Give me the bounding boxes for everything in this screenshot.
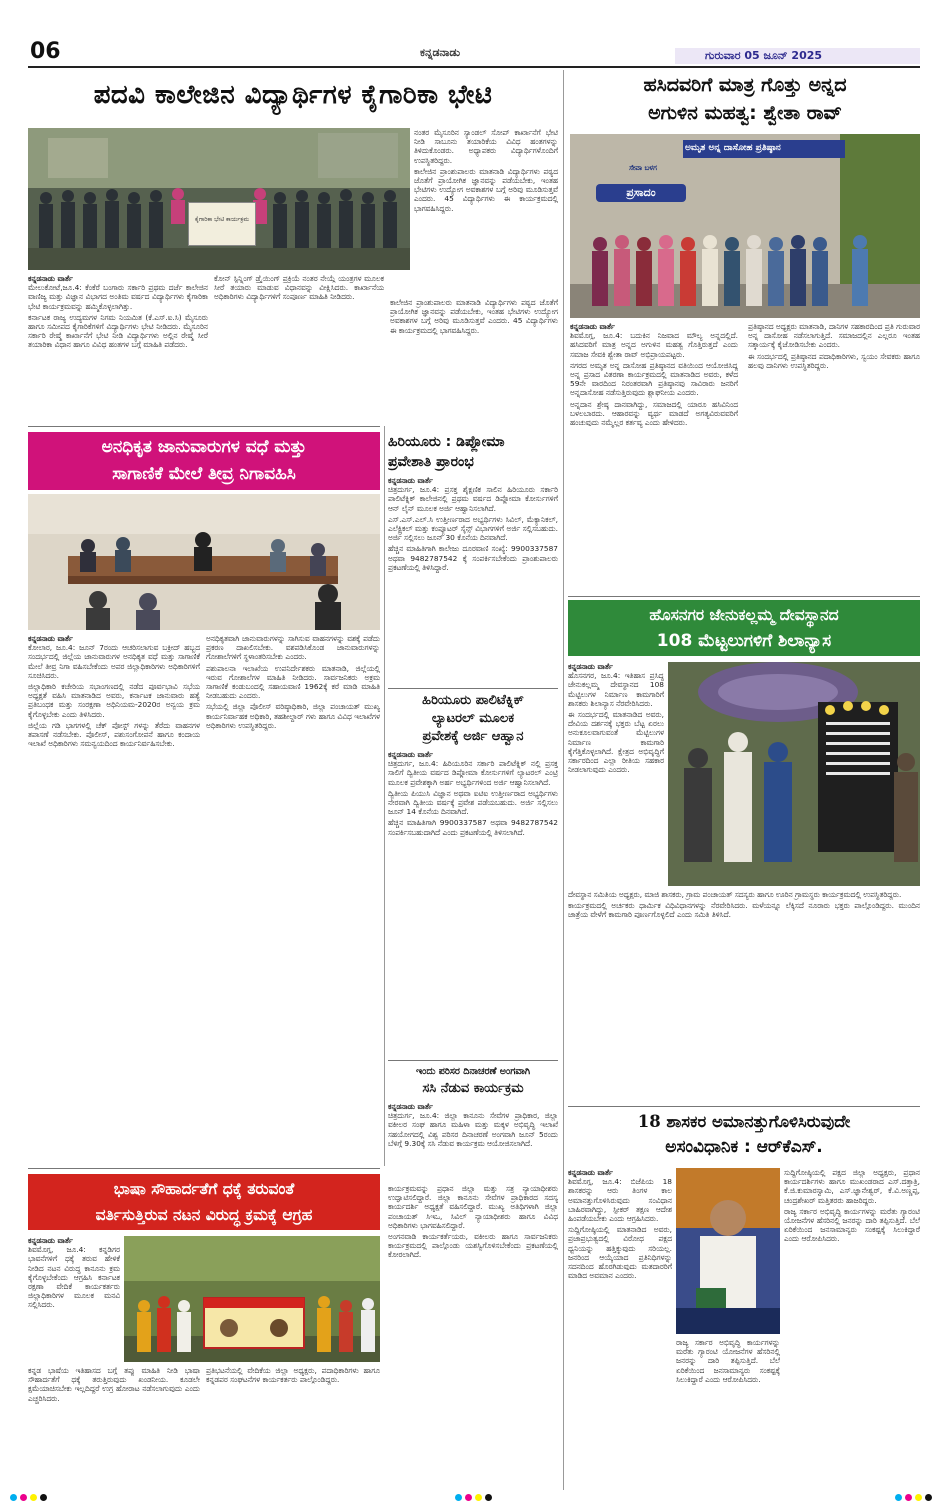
temple-top-rule <box>568 596 920 597</box>
polytechnic-body <box>388 750 558 1050</box>
headline-hunger-1: ಹಸಿದವರಿಗೆ ಮಾತ್ರ ಗೊತ್ತು ಅನ್ನದ <box>643 74 847 96</box>
anganwadi-p3: ಅಂಗನವಾಡಿ ಕಾರ್ಯಕರ್ತೆಯರು, ವಕೀಲರು ಹಾಗೂ ಸಾರ್ವಜನಿಕರು ಕಾರ್ಯಕ್ರಮದಲ್ಲಿ ಪಾಲ್ಗೊಂಡು ಯಶಸ್ವಿಗೊಳಿಸಬೇಕೆಂದು ಪ್ರಕಟಣೆಯಲ್ಲಿ ಕೋರಲಾಗಿದೆ. <box>388 1232 558 1260</box>
industry-photo-svg <box>28 128 410 270</box>
animals-meeting-photo <box>28 494 380 630</box>
anganwadi-dateline: ಕನ್ನಡನಾಡು ವಾರ್ತೆ <box>388 1102 433 1111</box>
headline-temple-1: ಹೊಸನಗರ ಜೇನುಕಲ್ಲಮ್ಮ ದೇವಸ್ಥಾನದ <box>649 606 839 624</box>
polytechnic-dateline: ಕನ್ನಡನಾಡು ವಾರ್ತೆ <box>388 750 433 759</box>
anna-sign-small: ಸೇವಾ ಬಳಗ <box>629 164 657 172</box>
hunger-p1: ಶಿವಮೊಗ್ಗ, ಜೂ.4: ಬದುಕಿನ ನಿಜವಾದ ಮೌಲ್ಯ ಅನ್ನದಲ್ಲಿದೆ. ಹಸಿದವರಿಗೆ ಮಾತ್ರ ಅನ್ನದ ಅಗುಳಿನ ಮಹತ್ವ ಗೊತ್ತಿರುತ್ತದೆ ಎಂದು ಸಮಾಜ ಸೇವಕಿ ಶ್ವೇತಾ ರಾವ್ ಅಭಿಪ್ರಾಯಪಟ್ಟರು. <box>570 331 738 359</box>
language-protest-photo <box>124 1236 380 1362</box>
temple-foundation-photo <box>668 662 920 886</box>
industry-banner-text: ಕೈಗಾರಿಕಾ ಭೇಟಿ ಕಾರ್ಯಕ್ರಮ <box>194 216 250 223</box>
cmyk-dot <box>895 1494 902 1501</box>
rss-col-3 <box>784 1168 920 1486</box>
polytechnic-p1: ಚಿತ್ರದುರ್ಗ, ಜೂ.4: ಹಿರಿಯೂರಿನ ಸರ್ಕಾರಿ ಪಾಲಿಟೆಕ್ನಿಕ್ ನಲ್ಲಿ ಪ್ರಸಕ್ತ ಸಾಲಿಗೆ ದ್ವಿತೀಯ ವರ್ಷದ ಡಿಪ್ಲೋಮಾ ಕೋರ್ಸುಗಳಿಗೆ ಲ್ಯಾಟರಲ್ ಎಂಟ್ರಿ ಮೂಲಕ ಪ್ರವೇಶಕ್ಕಾಗಿ ಅರ್ಹ ಅಭ್ಯರ್ಥಿಗಳಿಂದ ಅರ್ಜಿ ಆಹ್ವಾನಿಸಲಾಗಿದೆ. <box>388 759 558 787</box>
anganwadi-top-rule <box>388 1060 558 1061</box>
headline-anganwadi-1: ಇಂದು ಪರಿಸರ ದಿನಾಚರಣೆ ಅಂಗವಾಗಿ <box>415 1066 531 1077</box>
temple-photo-svg <box>668 662 920 886</box>
polytechnic-p3: ಹೆಚ್ಚಿನ ಮಾಹಿತಿಗಾಗಿ 9900337587 ಅಥವಾ 9482787542 ಸಂಪರ್ಕಿಸಬಹುದಾಗಿದೆ ಎಂದು ಪ್ರಕಟಣೆಯಲ್ಲಿ ತಿಳಿಸಲಾಗಿದೆ. <box>388 818 558 837</box>
industry-p4: ನಂತರ ಮೈಸೂರಿನ ಸ್ಯಾಂಡಲ್ ಸೋಪ್ ಕಾರ್ಖಾನೆಗೆ ಭೇಟಿ ನೀಡಿ ಸಾಬೂನು ತಯಾರಿಕೆಯ ವಿವಿಧ ಹಂತಗಳನ್ನು ತಿಳಿದುಕೊಂಡರು. ಅಧ್ಯಾಪಕರು ವಿದ್ಯಾರ್ಥಿಗಳೊಂದಿಗೆ ಉಪಸ್ಥಿತರಿದ್ದರು. <box>414 128 558 165</box>
header-rule <box>28 66 920 68</box>
industry-col-3 <box>390 298 558 422</box>
cmyk-dot <box>30 1494 37 1501</box>
page-number: 06 <box>30 39 61 64</box>
cmyk-dot <box>40 1494 47 1501</box>
cmyk-dot <box>10 1494 17 1501</box>
protest-photo-svg <box>124 1236 380 1362</box>
cmyk-dot <box>925 1494 932 1501</box>
animals-p4: ಅನಧಿಕೃತವಾಗಿ ಜಾನುವಾರುಗಳನ್ನು ಸಾಗಿಸುವ ವಾಹನಗಳನ್ನು ವಶಕ್ಕೆ ಪಡೆದು ಪ್ರಕರಣ ದಾಖಲಿಸಬೇಕು. ವಶಪಡಿಸಿಕೊಂಡ ಜಾನುವಾರುಗಳನ್ನು ಗೋಶಾಲೆಗಳಿಗೆ ಸ್ಥಳಾಂತರಿಸಬೇಕು ಎಂದರು. <box>206 634 380 662</box>
hunger-p4: ಪ್ರತಿಷ್ಠಾನದ ಅಧ್ಯಕ್ಷರು ಮಾತನಾಡಿ, ದಾನಿಗಳ ಸಹಕಾರದಿಂದ ಪ್ರತಿ ಗುರುವಾರ ಅನ್ನ ದಾಸೋಹ ನಡೆಸಲಾಗುತ್ತಿದೆ. ಸಮಾಜದಲ್ಲಿನ ಎಲ್ಲರೂ ಇಂತಹ ಸತ್ಕಾರ್ಯಕ್ಕೆ ಕೈಜೋಡಿಸಬೇಕು ಎಂದರು. <box>748 322 920 350</box>
language-col-1 <box>28 1236 120 1362</box>
polytechnic-p2: ದ್ವಿತೀಯ ಪಿಯುಸಿ ವಿಜ್ಞಾನ ಅಥವಾ ಐಟಿಐ ಉತ್ತೀರ್ಣರಾದ ಅಭ್ಯರ್ಥಿಗಳು ನೇರವಾಗಿ ದ್ವಿತೀಯ ವರ್ಷಕ್ಕೆ ಪ್ರವೇಶ ಪಡೆಯಬಹುದು. ಅರ್ಜಿ ಸಲ್ಲಿಸಲು ಜೂನ್ 14 ಕೊನೆಯ ದಿನವಾಗಿದೆ. <box>388 788 558 817</box>
industry-p3: ಕೋನ್ ಸ್ಪಿನ್ನಿಂಗ್ ಡ್ರೈಯಿಂಗ್ ಪ್ರಕ್ರಿಯೆ ನಂತರ ನೇಯ್ಗೆ ಯಂತ್ರಗಳ ಮೂಲಕ ಸೀರೆ ತಯಾರು ಮಾಡುವ ವಿಧಾನವನ್ನು ವೀಕ್ಷಿಸಿದರು. ಕಾರ್ಖಾನೆಯ ಅಧಿಕಾರಿಗಳು ವಿದ್ಯಾರ್ಥಿಗಳಿಗೆ ಸಂಪೂರ್ಣ ಮಾಹಿತಿ ನೀಡಿದರು. <box>214 274 384 302</box>
polytechnic-top-rule <box>388 688 558 689</box>
headline-industry-visit: ಪದವಿ ಕಾಲೇಜಿನ ವಿದ್ಯಾರ್ಥಿಗಳ ಕೈಗಾರಿಕಾ ಭೇಟಿ <box>93 80 493 110</box>
temple-col-2 <box>568 890 920 1100</box>
anna-dasoha-photo <box>570 134 920 318</box>
rss-press-photo <box>676 1168 780 1334</box>
page-header <box>0 0 945 64</box>
cmyk-dot <box>485 1494 492 1501</box>
hunger-dateline: ಕನ್ನಡನಾಡು ವಾರ್ತೆ <box>570 322 615 331</box>
industry-group-photo <box>28 128 410 270</box>
cmyk-dot <box>465 1494 472 1501</box>
industry-p1: ಮೇಲುಕೋಟೆ,ಜೂ.4: ಕೆಂಕೆರೆ ಬಂಗಾರು ಸರ್ಕಾರಿ ಪ್ರಥಮ ದರ್ಜೆ ಕಾಲೇಜಿನ ವಾಣಿಜ್ಯ ಮತ್ತು ವಿಜ್ಞಾನ ವಿಭಾಗದ ಅಂತಿಮ ವರ್ಷದ ವಿದ್ಯಾರ್ಥಿಗಳು ಕೈಗಾರಿಕಾ ಭೇಟಿ ಕಾರ್ಯಕ್ರಮವನ್ನು ಹಮ್ಮಿಕೊಳ್ಳಲಾಗಿತ್ತು. <box>28 283 208 311</box>
hunger-col-2 <box>748 322 920 582</box>
cmyk-dot <box>455 1494 462 1501</box>
language-col-3 <box>206 1366 380 1486</box>
temple-p2: ಈ ಸಂದರ್ಭದಲ್ಲಿ ಮಾತನಾಡಿದ ಅವರು, ದೇವಿಯ ದರ್ಶನಕ್ಕೆ ಭಕ್ತರು ಬೆಟ್ಟ ಏರಲು ಅನುಕೂಲವಾಗುವಂತೆ ಮೆಟ್ಟಿಲುಗಳ ನಿರ್ಮಾಣ ಕಾಮಗಾರಿ ಕೈಗೆತ್ತಿಕೊಳ್ಳಲಾಗಿದೆ. ಕ್ಷೇತ್ರದ ಅಭಿವೃದ್ಧಿಗೆ ಸರ್ಕಾರದಿಂದ ಎಲ್ಲಾ ರೀತಿಯ ಸಹಕಾರ ನೀಡಲಾಗುವುದು ಎಂದರು. <box>568 710 664 775</box>
language-top-rule <box>28 1168 380 1169</box>
rss-p2: ಸುದ್ದಿಗೋಷ್ಠಿಯಲ್ಲಿ ಮಾತನಾಡಿದ ಅವರು, ಪ್ರಜಾಪ್ರಭುತ್ವದಲ್ಲಿ ವಿರೋಧ ಪಕ್ಷದ ಧ್ವನಿಯನ್ನು ಹತ್ತಿಕ್ಕುವುದು ಸರಿಯಲ್ಲ. ಜನರಿಂದ ಆಯ್ಕೆಯಾದ ಪ್ರತಿನಿಧಿಗಳನ್ನು ಸದನದಿಂದ ಹೊರಗಿಡುವುದು ಮತದಾರರಿಗೆ ಮಾಡಿದ ಅವಮಾನ ಎಂದರು. <box>568 1225 672 1281</box>
masthead-logo: ಕನ್ನಡನಾಡು <box>420 46 461 59</box>
right-column-divider <box>563 70 564 1490</box>
anganwadi-col-1 <box>388 1102 558 1182</box>
hunger-col-1 <box>570 322 738 582</box>
diploma-dateline: ಕನ್ನಡನಾಡು ವಾರ್ತೆ <box>388 476 433 485</box>
date-text: ಗುರುವಾರ 05 ಜೂನ್ 2025 <box>705 49 823 62</box>
headline-temple-2: 108 ಮೆಟ್ಟಲುಗಳಿಗೆ ಶಿಲಾನ್ಯಾಸ <box>656 631 832 651</box>
industry-banner <box>188 202 256 246</box>
prasada-board-text: ಪ್ರಸಾದಂ <box>626 186 656 199</box>
anna-sign-title: ಅಮೃತ ಅನ್ನ ದಾಸೋಹ ಪ್ರತಿಷ್ಠಾನ <box>685 143 781 153</box>
headline-animals-2: ಸಾಗಾಣಿಕೆ ಮೇಲೆ ತೀವ್ರ ನಿಗಾವಹಿಸಿ <box>112 464 296 484</box>
animals-p5: ಪಶುಪಾಲನಾ ಇಲಾಖೆಯ ಉಪನಿರ್ದೇಶಕರು ಮಾತನಾಡಿ, ಜಿಲ್ಲೆಯಲ್ಲಿ ಇರುವ ಗೋಶಾಲೆಗಳ ಮಾಹಿತಿ ನೀಡಿದರು. ಸಾರ್ವಜನಿಕರು ಅಕ್ರಮ ಸಾಗಾಣಿಕೆ ಕಂಡುಬಂದಲ್ಲಿ ಸಹಾಯವಾಣಿ 1962ಕ್ಕೆ ಕರೆ ಮಾಡಿ ಮಾಹಿತಿ ನೀಡಬಹುದು ಎಂದರು. <box>206 663 380 701</box>
headline-polytechnic-3: ಪ್ರವೇಶಕ್ಕೆ ಅರ್ಜಿ ಆಹ್ವಾನ <box>422 729 524 744</box>
rss-col-1 <box>568 1168 672 1486</box>
language-p2: ಕನ್ನಡ ಭಾಷೆಯ ಇತಿಹಾಸದ ಬಗ್ಗೆ ತಪ್ಪು ಮಾಹಿತಿ ನೀಡಿ ಭಾಷಾ ಸೌಹಾರ್ದತೆಗೆ ಧಕ್ಕೆ ತರುತ್ತಿರುವುದು ಖಂಡನೀಯ. ಕೂಡಲೇ ಕ್ಷಮೆಯಾಚಿಸಬೇಕು ಇಲ್ಲದಿದ್ದರೆ ಉಗ್ರ ಹೋರಾಟ ನಡೆಸಲಾಗುವುದು ಎಂದು ಎಚ್ಚರಿಸಿದರು. <box>28 1366 200 1403</box>
rss-p4: ಸುದ್ದಿಗೋಷ್ಠಿಯಲ್ಲಿ ಪಕ್ಷದ ಜಿಲ್ಲಾ ಅಧ್ಯಕ್ಷರು, ಪ್ರಧಾನ ಕಾರ್ಯದರ್ಶಿಗಳು ಹಾಗೂ ಮುಖಂಡರಾದ ಎಸ್.ದತ್ತಾತ್ರಿ, ಕೆ.ಜಿ.ಕುಮಾರಸ್ವಾಮಿ, ಎಸ್.ಜ್ಞಾನೇಶ್ವರ್, ಕೆ.ವಿ.ಅಣ್ಣಪ್ಪ, ಚಂದ್ರಶೇಖರ್ ಮತ್ತಿತರರು ಹಾಜರಿದ್ದರು. <box>784 1168 920 1205</box>
language-dateline: ಕನ್ನಡನಾಡು ವಾರ್ತೆ <box>28 1236 73 1245</box>
anganwadi-p2: ಕಾರ್ಯಕ್ರಮವನ್ನು ಪ್ರಧಾನ ಜಿಲ್ಲಾ ಮತ್ತು ಸತ್ರ ನ್ಯಾಯಾಧೀಶರು ಉದ್ಘಾಟಿಸಲಿದ್ದಾರೆ. ಜಿಲ್ಲಾ ಕಾನೂನು ಸೇವೆಗಳ ಪ್ರಾಧಿಕಾರದ ಸದಸ್ಯ ಕಾರ್ಯದರ್ಶಿ ಅಧ್ಯಕ್ಷತೆ ವಹಿಸಲಿದ್ದಾರೆ. ಮುಖ್ಯ ಅತಿಥಿಗಳಾಗಿ ಜಿಲ್ಲಾ ಪಂಚಾಯತ್ ಸಿಇಒ, ಸಿವಿಲ್ ನ್ಯಾಯಾಧೀಶರು ಹಾಗೂ ವಿವಿಧ ಅಧಿಕಾರಿಗಳು ಭಾಗವಹಿಸಲಿದ್ದಾರೆ. <box>388 1184 558 1230</box>
cmyk-dot <box>475 1494 482 1501</box>
animals-p6: ಸಭೆಯಲ್ಲಿ ಜಿಲ್ಲಾ ಪೊಲೀಸ್ ವರಿಷ್ಠಾಧಿಕಾರಿ, ಜಿಲ್ಲಾ ಪಂಚಾಯತ್ ಮುಖ್ಯ ಕಾರ್ಯನಿರ್ವಾಹಕ ಅಧಿಕಾರಿ, ತಹಶೀಲ್ದಾರ್ ಗಳು ಹಾಗೂ ವಿವಿಧ ಇಲಾಖೆಗಳ ಅಧಿಕಾರಿಗಳು ಉಪಸ್ಥಿತರಿದ್ದರು. <box>206 702 380 730</box>
headline-animals-1: ಅನಧಿಕೃತ ಜಾನುವಾರುಗಳ ವಧೆ ಮತ್ತು <box>101 437 307 457</box>
animals-dateline: ಕನ್ನಡನಾಡು ವಾರ್ತೆ <box>28 634 73 643</box>
meeting-photo-svg <box>28 494 380 630</box>
temple-p3: ದೇವಸ್ಥಾನ ಸಮಿತಿಯ ಅಧ್ಯಕ್ಷರು, ಮಾಜಿ ಶಾಸಕರು, ಗ್ರಾಮ ಪಂಚಾಯತ್ ಸದಸ್ಯರು ಹಾಗೂ ಊರಿನ ಗ್ರಾಮಸ್ಥರು ಕಾರ್ಯಕ್ರಮದಲ್ಲಿ ಉಪಸ್ಥಿತರಿದ್ದರು. <box>568 890 902 899</box>
temple-p1: ಹೊಸನಗರ, ಜೂ.4: ಇತಿಹಾಸ ಪ್ರಸಿದ್ಧ ಜೇನುಕಲ್ಲಮ್ಮ ದೇವಸ್ಥಾನದ 108 ಮೆಟ್ಟಿಲುಗಳ ನಿರ್ಮಾಣ ಕಾಮಗಾರಿಗೆ ಶಾಸಕರು ಶಿಲಾನ್ಯಾಸ ನೆರವೇರಿಸಿದರು. <box>568 671 664 708</box>
rss-p3: ರಾಜ್ಯ ಸರ್ಕಾರ ಅಭಿವೃದ್ಧಿ ಕಾರ್ಯಗಳನ್ನು ಮರೆತು ಗ್ಯಾರಂಟಿ ಯೋಜನೆಗಳ ಹೆಸರಿನಲ್ಲಿ ಜನರನ್ನು ದಾರಿ ತಪ್ಪಿಸುತ್ತಿದೆ. ಬೆಲೆ ಏರಿಕೆಯಿಂದ ಜನಸಾಮಾನ್ಯರು ಸಂಕಷ್ಟಕ್ಕೆ ಸಿಲುಕಿದ್ದಾರೆ ಎಂದು ಆರೋಪಿಸಿದರು. <box>676 1338 780 1384</box>
rss-p3b: ರಾಜ್ಯ ಸರ್ಕಾರ ಅಭಿವೃದ್ಧಿ ಕಾರ್ಯಗಳನ್ನು ಮರೆತು ಗ್ಯಾರಂಟಿ ಯೋಜನೆಗಳ ಹೆಸರಿನಲ್ಲಿ ಜನರನ್ನು ದಾರಿ ತಪ್ಪಿಸುತ್ತಿದೆ. ಬೆಲೆ ಏರಿಕೆಯಿಂದ ಜನಸಾಮಾನ್ಯರು ಸಂಕಷ್ಟಕ್ಕೆ ಸಿಲುಕಿದ್ದಾರೆ ಎಂದು ಆರೋಪಿಸಿದರು. <box>784 1206 920 1244</box>
hunger-p2: ನಗರದ ಅಮೃತ ಅನ್ನ ದಾಸೋಹ ಪ್ರತಿಷ್ಠಾನದ ವತಿಯಿಂದ ಆಯೋಜಿಸಿದ್ದ ಅನ್ನ ಪ್ರಸಾದ ವಿತರಣಾ ಕಾರ್ಯಕ್ರಮದಲ್ಲಿ ಮಾತನಾಡಿದ ಅವರು, ಕಳೆದ 59ನೇ ವಾರದಿಂದ ನಿರಂತರವಾಗಿ ಪ್ರತಿಷ್ಠಾನವು ಸಾವಿರಾರು ಜನರಿಗೆ ಅನ್ನದಾಸೋಹ ನಡೆಸುತ್ತಿರುವುದು ಶ್ಲಾಘನೀಯ ಎಂದರು. <box>570 360 738 398</box>
cmyk-dot <box>905 1494 912 1501</box>
industry-col-1 <box>28 274 208 422</box>
diploma-p2: ಎಸ್.ಎಸ್.ಎಲ್.ಸಿ ಉತ್ತೀರ್ಣರಾದ ಅಭ್ಯರ್ಥಿಗಳು ಸಿವಿಲ್, ಮೆಕ್ಯಾನಿಕಲ್, ಎಲೆಕ್ಟ್ರಿಕಲ್ ಮತ್ತು ಕಂಪ್ಯೂಟರ್ ಸೈನ್ಸ್ ವಿಭಾಗಗಳಿಗೆ ಅರ್ಜಿ ಸಲ್ಲಿಸಬಹುದು. ಅರ್ಜಿ ಸಲ್ಲಿಸಲು ಜೂನ್ 30 ಕೊನೆಯ ದಿನವಾಗಿದೆ. <box>388 514 558 543</box>
animals-col-2 <box>206 634 380 1164</box>
temple-dateline: ಕನ್ನಡನಾಡು ವಾರ್ತೆ <box>568 662 613 671</box>
anna-photo-svg <box>570 134 920 318</box>
temple-col-1 <box>568 662 664 920</box>
anganwadi-col-2 <box>388 1184 558 1484</box>
headline-rss-2: ಅಸಂವಿಧಾನಿಕ : ಆರ್‌ಕೆಎಸ್. <box>665 1137 823 1157</box>
animals-p2: ಜಿಲ್ಲಾಧಿಕಾರಿ ಕಚೇರಿಯ ಸಭಾಂಗಣದಲ್ಲಿ ನಡೆದ ಪೂರ್ವಭಾವಿ ಸಭೆಯ ಅಧ್ಯಕ್ಷತೆ ವಹಿಸಿ ಮಾತನಾಡಿದ ಅವರು, ಕರ್ನಾಟಕ ಜಾನುವಾರು ಹತ್ಯೆ ಪ್ರತಿಬಂಧಕ ಮತ್ತು ಸಂರಕ್ಷಣಾ ಅಧಿನಿಯಮ-2020ರ ಅನ್ವಯ ಕ್ರಮ ಕೈಗೊಳ್ಳಬೇಕು ಎಂದು ತಿಳಿಸಿದರು. <box>28 682 200 719</box>
diploma-body <box>388 476 558 684</box>
headline-rss-1: 18 ಶಾಸಕರ ಅಮಾನತ್ತುಗೊಳಿಸಿರುವುದೇ <box>637 1112 851 1131</box>
headline-diploma-2: ಪ್ರವೇಶಾತಿ ಪ್ರಾರಂಭ <box>388 454 474 470</box>
headline-language-1: ಭಾಷಾ ಸೌಹಾರ್ದತೆಗೆ ಧಕ್ಕೆ ತರುವಂತೆ <box>113 1180 295 1198</box>
industry-dateline: ಕನ್ನಡನಾಡು ವಾರ್ತೆ <box>28 274 73 283</box>
middle-column-divider <box>384 426 385 1166</box>
rss-top-rule <box>568 1106 920 1107</box>
rss-photo-svg <box>676 1168 780 1334</box>
industry-p5b: ಕಾಲೇಜಿನ ಪ್ರಾಂಶುಪಾಲರು ಮಾತನಾಡಿ ವಿದ್ಯಾರ್ಥಿಗಳು ಪಠ್ಯದ ಜೊತೆಗೆ ಪ್ರಾಯೋಗಿಕ ಜ್ಞಾನವನ್ನು ಪಡೆಯಬೇಕು, ಇಂತಹ ಭೇಟಿಗಳು ಉದ್ಯೋಗ ಅವಕಾಶಗಳ ಬಗ್ಗೆ ಅರಿವು ಮೂಡಿಸುತ್ತವೆ ಎಂದರು. 45 ವಿದ್ಯಾರ್ಥಿಗಳು ಈ ಕಾರ್ಯಕ್ರಮದಲ್ಲಿ ಭಾಗವಹಿಸಿದ್ದರು. <box>390 298 558 335</box>
rss-p1: ಶಿವಮೊಗ್ಗ, ಜೂ.4: ಬಿಜೆಪಿಯ 18 ಶಾಸಕರನ್ನು ಆರು ತಿಂಗಳ ಕಾಲ ಅಮಾನತ್ತುಗೊಳಿಸಿರುವುದು ಸಂವಿಧಾನ ಬಾಹಿರವಾಗಿದ್ದು, ಸ್ಪೀಕರ್ ತಕ್ಷಣ ಆದೇಶ ಹಿಂಪಡೆಯಬೇಕು ಎಂದು ಆಗ್ರಹಿಸಿದರು. <box>568 1177 672 1224</box>
rss-col-2 <box>676 1338 780 1486</box>
headline-anganwadi-2: ಸಸಿ ನೆಡುವ ಕಾರ್ಯಕ್ರಮ <box>422 1081 524 1096</box>
headline-hunger-2: ಅಗುಳಿನ ಮಹತ್ವ: ಶ್ವೇತಾ ರಾವ್ <box>648 102 842 124</box>
animals-p1: ಕೋಲಾರ, ಜೂ.4: ಜೂನ್ 7ರಂದು ಆಚರಿಸಲಾಗುವ ಬಕ್ರೀದ್ ಹಬ್ಬದ ಸಂದರ್ಭದಲ್ಲಿ ಜಿಲ್ಲೆಯ ಜಾನುವಾರುಗಳ ಅನಧಿಕೃತ ವಧೆ ಮತ್ತು ಸಾಗಾಣಿಕೆ ಮೇಲೆ ತೀವ್ರ ನಿಗಾ ವಹಿಸಬೇಕೆಂದು ಅಪರ ಜಿಲ್ಲಾಧಿಕಾರಿಗಳು ಅಧಿಕಾರಿಗಳಿಗೆ ಸೂಚಿಸಿದರು. <box>28 643 200 680</box>
print-registration-marks <box>0 1490 945 1507</box>
language-col-2 <box>28 1366 200 1486</box>
anganwadi-p1: ಚಿತ್ರದುರ್ಗ, ಜೂ.4: ಜಿಲ್ಲಾ ಕಾನೂನು ಸೇವೆಗಳ ಪ್ರಾಧಿಕಾರ, ಜಿಲ್ಲಾ ವಕೀಲರ ಸಂಘ ಹಾಗೂ ಮಹಿಳಾ ಮತ್ತು ಮಕ್ಕಳ ಅಭಿವೃದ್ಧಿ ಇಲಾಖೆ ಸಹಯೋಗದಲ್ಲಿ ವಿಶ್ವ ಪರಿಸರ ದಿನಾಚರಣೆ ಅಂಗವಾಗಿ ಜೂನ್ 5ರಂದು ಬೆಳಿಗ್ಗೆ 9.30ಕ್ಕೆ ಸಸಿ ನೆಡುವ ಕಾರ್ಯಕ್ರಮ ಆಯೋಜಿಸಲಾಗಿದೆ. <box>388 1111 558 1148</box>
headline-polytechnic-1: ಹಿರಿಯೂರು ಪಾಲಿಟೆಕ್ನಿಕ್ <box>422 693 524 708</box>
headline-polytechnic-2: ಲ್ಯಾಟರಲ್ ಮೂಲಕ <box>431 711 515 726</box>
animals-top-rule <box>28 426 380 427</box>
headline-language-2: ವರ್ತಿಸುತ್ತಿರುವ ನಟನ ವಿರುದ್ಧ ಕ್ರಮಕ್ಕೆ ಆಗ್ರಹ <box>95 1206 313 1224</box>
industry-col-right <box>414 128 558 293</box>
cmyk-dot <box>20 1494 27 1501</box>
diploma-p1: ಚಿತ್ರದುರ್ಗ, ಜೂ.4: ಪ್ರಸಕ್ತ ಶೈಕ್ಷಣಿಕ ಸಾಲಿನ ಹಿರಿಯೂರು ಸರ್ಕಾರಿ ಪಾಲಿಟೆಕ್ನಿಕ್ ಕಾಲೇಜಿನಲ್ಲಿ ಪ್ರಥಮ ವರ್ಷದ ಡಿಪ್ಲೋಮಾ ಕೋರ್ಸುಗಳಿಗೆ ಆನ್ ಲೈನ್ ಮೂಲಕ ಅರ್ಜಿ ಆಹ್ವಾನಿಸಲಾಗಿದೆ. <box>388 485 558 513</box>
headline-diploma-1: ಹಿರಿಯೂರು : ಡಿಪ್ಲೋಮಾ <box>388 434 505 450</box>
diploma-p3: ಹೆಚ್ಚಿನ ಮಾಹಿತಿಗಾಗಿ ಕಾಲೇಜು ದೂರವಾಣಿ ಸಂಖ್ಯೆ: 9900337587 ಅಥವಾ 9482787542 ಕ್ಕೆ ಸಂಪರ್ಕಿಸಬೇಕೆಂದು ಪ್ರಾಂಶುಪಾಲರು ಪ್ರಕಟಣೆಯಲ್ಲಿ ತಿಳಿಸಿದ್ದಾರೆ. <box>388 544 558 572</box>
rss-dateline: ಕನ್ನಡನಾಡು ವಾರ್ತೆ <box>568 1168 613 1177</box>
animals-p3: ಜಿಲ್ಲೆಯ ಗಡಿ ಭಾಗಗಳಲ್ಲಿ ಚೆಕ್ ಪೋಸ್ಟ್ ಗಳನ್ನು ತೆರೆದು ವಾಹನಗಳ ತಪಾಸಣೆ ನಡೆಸಬೇಕು. ಪೊಲೀಸ್, ಪಶುಸಂಗೋಪನೆ ಹಾಗೂ ಕಂದಾಯ ಇಲಾಖೆ ಅಧಿಕಾರಿಗಳು ಸಮನ್ವಯದಿಂದ ಕಾರ್ಯನಿರ್ವಹಿಸಬೇಕು. <box>28 720 200 749</box>
cmyk-dot <box>915 1494 922 1501</box>
hunger-p5: ಈ ಸಂದರ್ಭದಲ್ಲಿ ಪ್ರತಿಷ್ಠಾನದ ಪದಾಧಿಕಾರಿಗಳು, ಸ್ವಯಂ ಸೇವಕರು ಹಾಗೂ ಹಲವು ದಾನಿಗಳು ಉಪಸ್ಥಿತರಿದ್ದರು. <box>748 351 920 370</box>
animals-col-1 <box>28 634 200 1164</box>
industry-col-2 <box>214 274 384 422</box>
industry-p5: ಕಾಲೇಜಿನ ಪ್ರಾಂಶುಪಾಲರು ಮಾತನಾಡಿ ವಿದ್ಯಾರ್ಥಿಗಳು ಪಠ್ಯದ ಜೊತೆಗೆ ಪ್ರಾಯೋಗಿಕ ಜ್ಞಾನವನ್ನು ಪಡೆಯಬೇಕು, ಇಂತಹ ಭೇಟಿಗಳು ಉದ್ಯೋಗ ಅವಕಾಶಗಳ ಬಗ್ಗೆ ಅರಿವು ಮೂಡಿಸುತ್ತವೆ ಎಂದರು. 45 ವಿದ್ಯಾರ್ಥಿಗಳು ಈ ಕಾರ್ಯಕ್ರಮದಲ್ಲಿ ಭಾಗವಹಿಸಿದ್ದರು. <box>414 166 558 213</box>
hunger-p3: ಅನ್ನದಾನ ಶ್ರೇಷ್ಠ ದಾನವಾಗಿದ್ದು, ಸಮಾಜದಲ್ಲಿ ಯಾರೂ ಹಸಿವಿನಿಂದ ಬಳಲಬಾರದು. ಆಹಾರವನ್ನು ವ್ಯರ್ಥ ಮಾಡದೆ ಅಗತ್ಯವಿರುವವರಿಗೆ ಹಂಚುವುದು ನಮ್ಮೆಲ್ಲರ ಕರ್ತವ್ಯ ಎಂದು ಹೇಳಿದರು. <box>570 399 738 428</box>
language-p1: ಶಿವಮೊಗ್ಗ, ಜೂ.4: ಕನ್ನಡಿಗರ ಭಾವನೆಗಳಿಗೆ ಧಕ್ಕೆ ತರುವ ಹೇಳಿಕೆ ನೀಡಿದ ನಟನ ವಿರುದ್ಧ ಕಾನೂನು ಕ್ರಮ ಕೈಗೊಳ್ಳಬೇಕೆಂದು ಆಗ್ರಹಿಸಿ ಕರ್ನಾಟಕ ರಕ್ಷಣಾ ವೇದಿಕೆ ಕಾರ್ಯಕರ್ತರು ಜಿಲ್ಲಾಧಿಕಾರಿಗಳ ಮೂಲಕ ಮನವಿ ಸಲ್ಲಿಸಿದರು. <box>28 1245 120 1310</box>
language-p3: ಪ್ರತಿಭಟನೆಯಲ್ಲಿ ವೇದಿಕೆಯ ಜಿಲ್ಲಾ ಅಧ್ಯಕ್ಷರು, ಪದಾಧಿಕಾರಿಗಳು ಹಾಗೂ ಕನ್ನಡಪರ ಸಂಘಟನೆಗಳ ಕಾರ್ಯಕರ್ತರು ಪಾಲ್ಗೊಂಡಿದ್ದರು. <box>206 1366 380 1385</box>
temple-p4: ಕಾರ್ಯಕ್ರಮದಲ್ಲಿ ಅರ್ಚಕರು ಧಾರ್ಮಿಕ ವಿಧಿವಿಧಾನಗಳನ್ನು ನೆರವೇರಿಸಿದರು. ಮಳೆಯನ್ನೂ ಲೆಕ್ಕಿಸದೆ ನೂರಾರು ಭಕ್ತರು ಪಾಲ್ಗೊಂಡಿದ್ದರು. ಮುಂದಿನ ಜಾತ್ರೆಯ ವೇಳೆಗೆ ಕಾಮಗಾರಿ ಪೂರ್ಣಗೊಳ್ಳಲಿದೆ ಎಂದು ಸಮಿತಿ ತಿಳಿಸಿದೆ. <box>568 901 920 920</box>
industry-p2: ಕರ್ನಾಟಕ ರಾಜ್ಯ ಉದ್ಯಮಗಳ ನಿಗಮ ನಿಯಮಿತ (ಕೆ.ಎಸ್.ಐ.ಸಿ) ಮೈಸೂರು ಹಾಗೂ ಸಮೀಪದ ಕೈಗಾರಿಕೆಗಳಿಗೆ ವಿದ್ಯಾರ್ಥಿಗಳು ಭೇಟಿ ನೀಡಿದರು. ಮೈಸೂರಿನ ಸರ್ಕಾರಿ ರೇಷ್ಮೆ ಕಾರ್ಖಾನೆಗೆ ಭೇಟಿ ನೀಡಿ ವಿದ್ಯಾರ್ಥಿಗಳು ಅಲ್ಲಿನ ರೇಷ್ಮೆ ಸೀರೆ ತಯಾರಿಕಾ ವಿಧಾನ ಹಾಗೂ ವಿವಿಧ ಹಂತಗಳ ಬಗ್ಗೆ ಮಾಹಿತಿ ಪಡೆದರು. <box>28 312 208 350</box>
